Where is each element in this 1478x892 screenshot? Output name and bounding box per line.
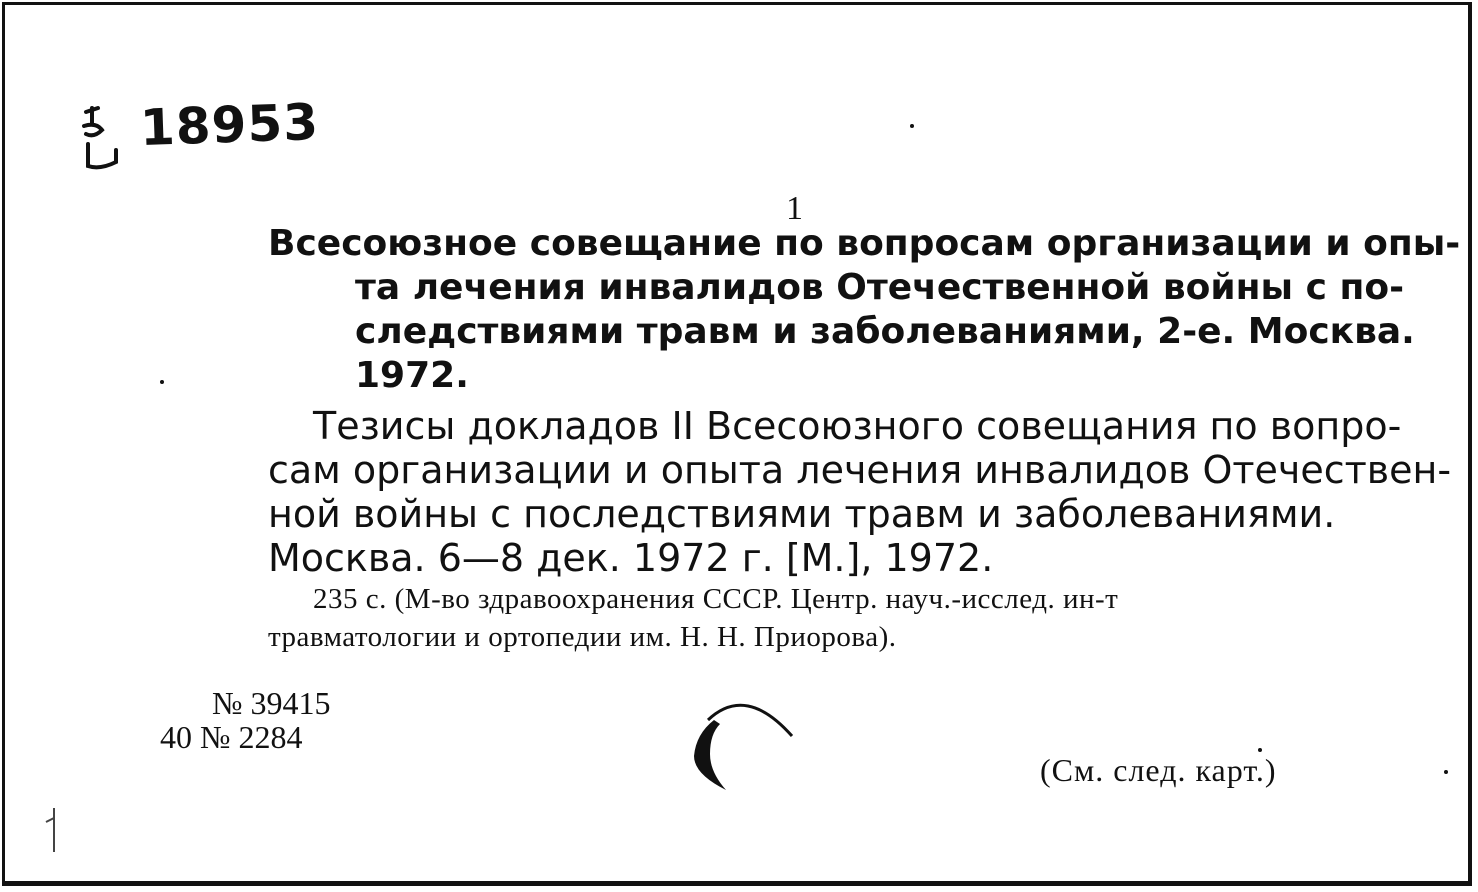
collation-line: травматологии и ортопедии им. Н. Н. Приорова).	[268, 621, 897, 653]
heading-line-text: следствиями травм и заболеваниями, 2-е. Москва.	[355, 311, 1415, 352]
accession-number: 40 № 2284	[160, 719, 303, 755]
heading-line	[268, 354, 1434, 398]
body-line: Москва. 6—8 дек. 1972 г. [М.], 1972.	[268, 536, 994, 580]
speck	[1258, 748, 1262, 752]
heading-line-text: 1972.	[355, 355, 469, 396]
handwritten-number: 18953	[139, 92, 320, 158]
heading-line	[268, 266, 1434, 310]
heading-line	[268, 222, 1461, 266]
speck	[1444, 770, 1448, 774]
body-line: ной войны с последствиями травм и заболеваниями.	[268, 492, 1336, 536]
body-line: Тезисы докладов II Всесоюзного совещания по вопро-	[313, 404, 1402, 448]
continuation-note: (См. след. карт.)	[1040, 752, 1277, 788]
card-number: 1	[786, 190, 803, 227]
heading-line	[268, 310, 1434, 354]
collation-line: 235 с. (М-во здравоохранения СССР. Центр. науч.-исслед. ин-т	[313, 583, 1119, 615]
accession-numbers	[160, 686, 331, 754]
heading-line-text: Всесоюзное совещание по вопросам организации и опы-	[268, 223, 1461, 264]
edge-mark-icon	[40, 804, 64, 856]
speck	[160, 380, 164, 384]
heading	[268, 222, 1461, 398]
body-text	[268, 404, 1452, 580]
speck	[910, 124, 914, 128]
accession-number: № 39415	[212, 685, 331, 721]
collation	[268, 580, 1434, 656]
heading-line-text: та лечения инвалидов Отечественной войны с по-	[355, 267, 1405, 308]
handwritten-mark-icon	[80, 104, 124, 176]
body-line: сам организации и опыта лечения инвалидов Отечествен-	[268, 448, 1452, 492]
stamp-mark-icon	[686, 690, 798, 794]
